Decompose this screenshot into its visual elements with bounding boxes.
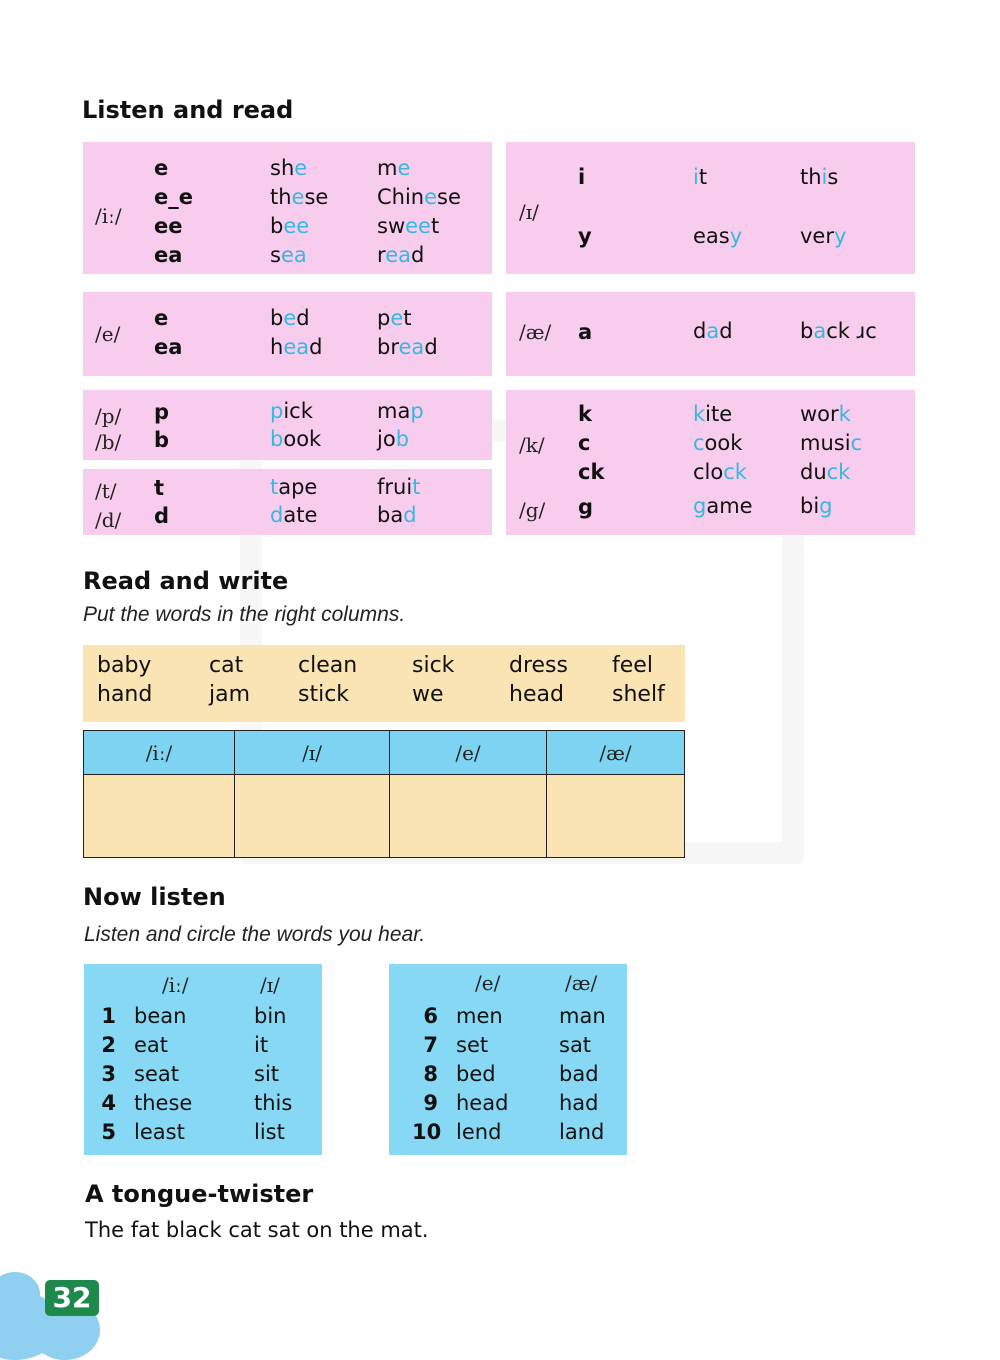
phoneme-label: /iː/ [95, 204, 122, 228]
word-box [83, 645, 685, 722]
word: stick [298, 682, 350, 707]
spelling: e_e [154, 185, 193, 209]
example-word: map [377, 399, 424, 423]
example-word: it [693, 165, 708, 189]
spelling: ea [154, 335, 183, 359]
example-word: music [800, 431, 863, 455]
example-word: sweet [377, 214, 440, 238]
phoneme-label: /b/ [95, 430, 122, 454]
sort-table [83, 730, 685, 858]
answer-cell[interactable] [547, 775, 685, 858]
panel-p-b [83, 390, 492, 460]
spelling: t [154, 476, 165, 500]
example-word: she [270, 156, 308, 180]
word-option[interactable]: bin [254, 1004, 287, 1028]
item-number: 7 [423, 1033, 438, 1057]
heading-read-write: Read and write [83, 567, 289, 595]
word: dress [509, 653, 568, 678]
spelling: p [154, 400, 170, 424]
spelling: g [578, 495, 594, 519]
spelling: a [578, 320, 593, 344]
item-number: 1 [101, 1004, 116, 1028]
sort-header: /iː/ [84, 731, 235, 775]
spelling: c [578, 431, 591, 455]
example-word: pick [270, 399, 313, 423]
word-option[interactable]: seat [134, 1062, 179, 1086]
word: we [412, 682, 444, 707]
example-word: bad [377, 503, 417, 527]
word-option[interactable]: had [559, 1091, 599, 1115]
panel-t-d [83, 469, 492, 535]
example-word: bed [270, 306, 310, 330]
word: shelf [612, 682, 665, 707]
column-header: /æ/ [565, 971, 598, 995]
panel-short-e [83, 292, 492, 376]
heading-tongue-twister: A tongue-twister [85, 1180, 314, 1208]
panel-k-g [506, 390, 915, 535]
item-number: 2 [101, 1033, 116, 1057]
spelling: y [578, 224, 592, 248]
word-option[interactable]: men [456, 1004, 503, 1028]
panel-long-e [83, 142, 492, 274]
phoneme-label: /k/ [519, 433, 545, 457]
spelling: ea [154, 243, 183, 267]
heading-now-listen: Now listen [83, 883, 226, 911]
word: hand [97, 682, 153, 707]
tongue-twister-text: The fat black cat sat on the mat. [85, 1218, 429, 1242]
word-option[interactable]: bean [134, 1004, 187, 1028]
instruction-read-write: Put the words in the right columns. [83, 603, 406, 626]
word: jam [209, 682, 251, 707]
word-option[interactable]: eat [134, 1033, 169, 1057]
word: sick [412, 653, 455, 678]
example-word: me [377, 156, 411, 180]
word-option[interactable]: bad [559, 1062, 599, 1086]
word-option[interactable]: it [254, 1033, 269, 1057]
word-option[interactable]: this [254, 1091, 293, 1115]
word: cat [209, 653, 244, 678]
item-number: 9 [423, 1091, 438, 1115]
phoneme-label: /p/ [95, 404, 122, 428]
example-word: Chinese [377, 185, 461, 209]
item-number: 5 [101, 1120, 116, 1144]
example-word: head [270, 335, 323, 359]
example-word: date [270, 503, 318, 527]
column-header: /ɪ/ [260, 973, 280, 997]
panel-ae [506, 292, 915, 376]
example-word: very [800, 224, 847, 248]
item-number: 10 [412, 1120, 442, 1144]
example-word: clock [693, 460, 747, 484]
spelling: e [154, 306, 169, 330]
page-number: 32 [45, 1280, 99, 1316]
word-option[interactable]: head [456, 1091, 509, 1115]
word: clean [298, 653, 358, 678]
word-option[interactable]: lend [456, 1120, 502, 1144]
listen-box-right [389, 964, 627, 1155]
example-word: game [693, 494, 753, 518]
answer-cell[interactable] [84, 775, 235, 858]
spelling: b [154, 428, 170, 452]
word-option[interactable]: bed [456, 1062, 496, 1086]
heading-listen-read: Listen and read [82, 96, 294, 124]
example-word: this [800, 165, 839, 189]
example-word: sea [270, 243, 307, 267]
word-option[interactable]: sat [559, 1033, 592, 1057]
answer-cell[interactable] [390, 775, 547, 858]
item-number: 8 [423, 1062, 438, 1086]
item-number: 3 [101, 1062, 116, 1086]
instruction-now-listen: Listen and circle the words you hear. [84, 923, 426, 946]
example-word: cook [693, 431, 743, 455]
example-word: tape [270, 475, 318, 499]
example-word: bee [270, 214, 310, 238]
sort-header: /e/ [390, 731, 547, 775]
word: baby [97, 653, 152, 678]
word: feel [612, 653, 653, 678]
word-option[interactable]: set [456, 1033, 489, 1057]
example-word: bread [377, 335, 438, 359]
example-word: dad [693, 319, 733, 343]
spelling: ee [154, 214, 183, 238]
phoneme-label: /æ/ [519, 320, 552, 344]
spelling: k [578, 402, 592, 426]
item-number: 4 [101, 1091, 116, 1115]
phoneme-label: /t/ [95, 479, 117, 503]
spelling: ck [578, 460, 605, 484]
example-word: fruit [377, 475, 421, 499]
word-option[interactable]: man [559, 1004, 606, 1028]
example-word: book [270, 427, 322, 451]
example-word: job [377, 427, 410, 451]
spelling: d [154, 504, 170, 528]
panel-short-i [506, 142, 915, 274]
item-number: 6 [423, 1004, 438, 1028]
phoneme-label: /d/ [95, 508, 122, 532]
example-word: read [377, 243, 425, 267]
phoneme-label: /e/ [95, 322, 121, 346]
word-option[interactable]: land [559, 1120, 605, 1144]
sort-header: /æ/ [547, 731, 685, 775]
sort-header: /ɪ/ [235, 731, 390, 775]
spelling: e [154, 156, 169, 180]
word-option[interactable]: list [254, 1120, 285, 1144]
answer-cell[interactable] [235, 775, 390, 858]
phoneme-label: /g/ [519, 498, 546, 522]
example-word: kite [693, 402, 733, 426]
example-word: big [800, 494, 833, 518]
phoneme-label: /ɪ/ [519, 200, 539, 224]
word-option[interactable]: sit [254, 1062, 280, 1086]
example-word: pet [377, 306, 412, 330]
example-word: easy [693, 224, 743, 248]
column-header: /iː/ [162, 973, 189, 997]
word-option[interactable]: least [134, 1120, 185, 1144]
example-word: back ɹc [800, 319, 877, 343]
example-word: these [270, 185, 329, 209]
column-header: /e/ [475, 971, 501, 995]
listen-box-left [84, 964, 322, 1155]
word-option[interactable]: these [134, 1091, 193, 1115]
word: head [509, 682, 564, 707]
example-word: work [800, 402, 851, 426]
example-word: duck [800, 460, 851, 484]
spelling: i [578, 165, 586, 189]
